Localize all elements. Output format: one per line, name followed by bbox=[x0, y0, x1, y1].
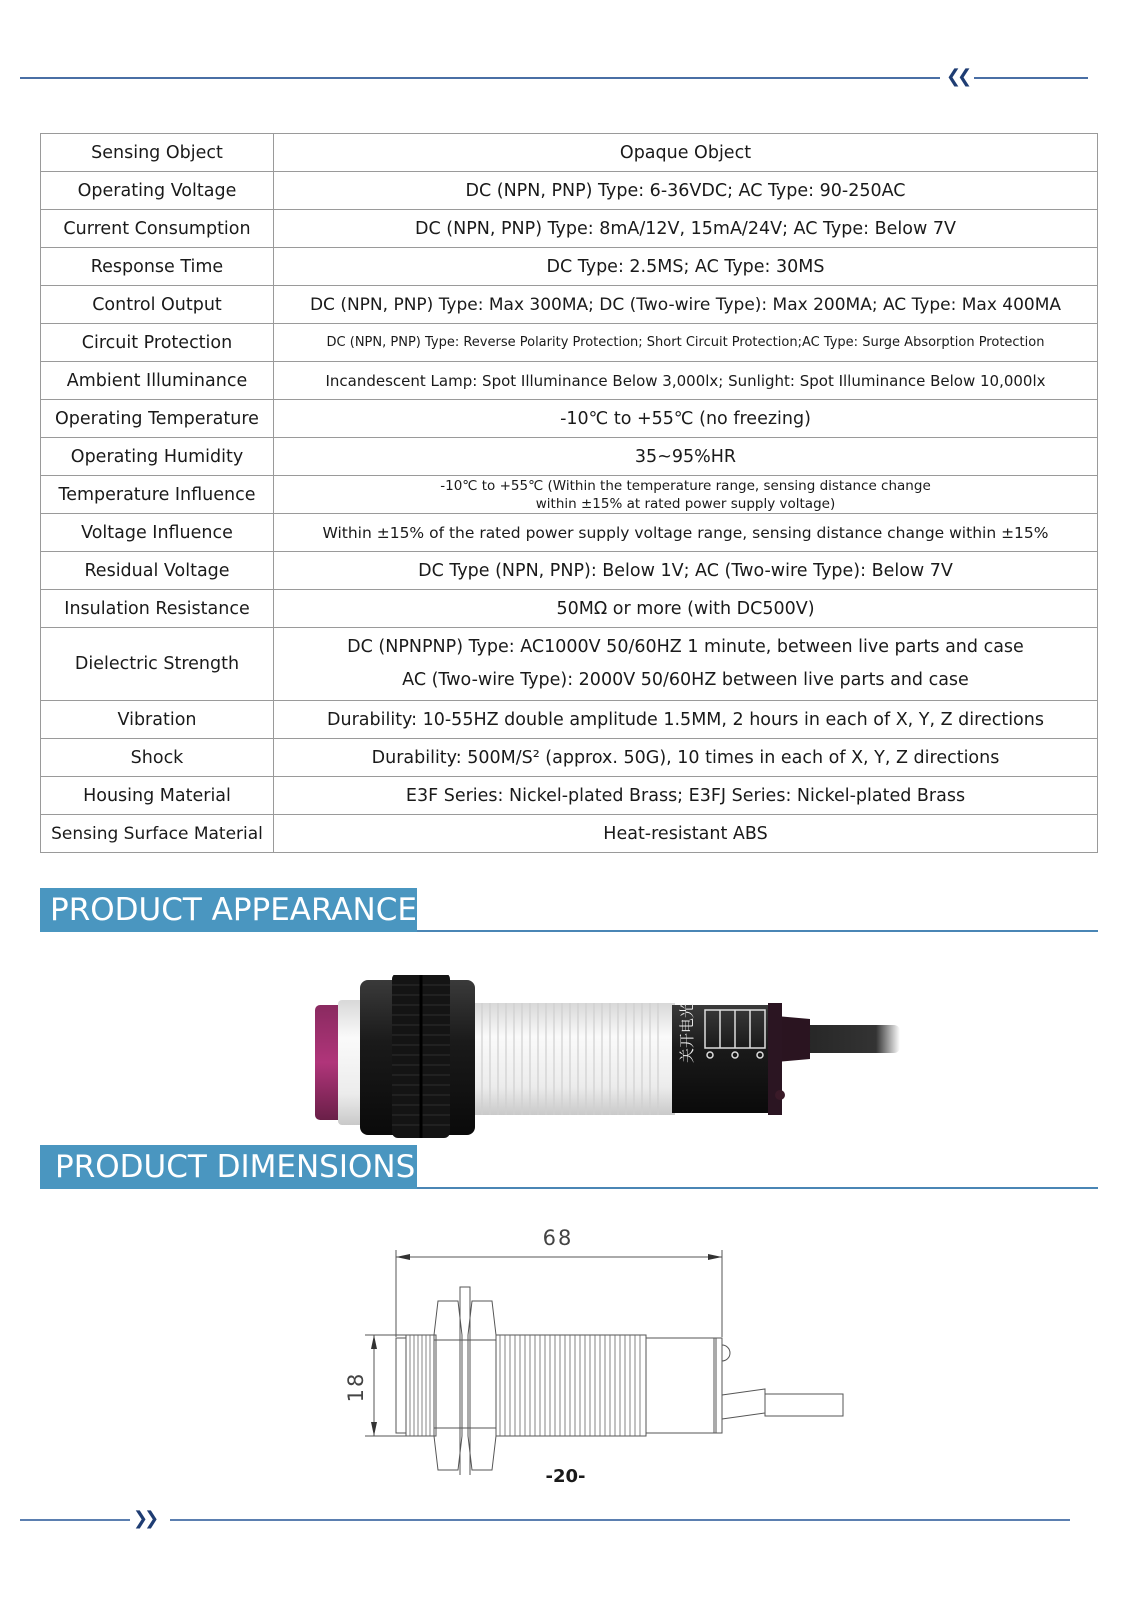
spec-label: Temperature Influence bbox=[41, 476, 274, 514]
section-rule bbox=[417, 930, 1098, 932]
spec-label: Vibration bbox=[41, 701, 274, 739]
table-row bbox=[41, 701, 1098, 739]
threaded-body bbox=[475, 1003, 675, 1115]
spec-value-line: -10℃ to +55℃ (Within the temperature range, sensing distance change bbox=[440, 477, 931, 494]
spec-value bbox=[274, 476, 1098, 514]
double-chevron-right-icon: ❯❯ bbox=[133, 1508, 156, 1529]
cable bbox=[765, 1394, 843, 1416]
hex-nut-right bbox=[468, 1301, 496, 1470]
table-row bbox=[41, 324, 1098, 362]
dimension-drawing bbox=[330, 1195, 910, 1475]
spec-value: Incandescent Lamp: Spot Illuminance Below 3,000lx; Sunlight: Spot Illuminance Below 10,000lx bbox=[274, 362, 1098, 400]
spec-value: E3F Series: Nickel-plated Brass; E3FJ Series: Nickel-plated Brass bbox=[274, 777, 1098, 815]
table-row bbox=[41, 438, 1098, 476]
section-title: PRODUCT DIMENSIONS bbox=[40, 1145, 417, 1189]
product-label-text: 关开电光 bbox=[678, 1002, 696, 1063]
spec-value: Within ±15% of the rated power supply voltage range, sensing distance change within ±15% bbox=[274, 514, 1098, 552]
table-row bbox=[41, 552, 1098, 590]
threaded-section-rear bbox=[496, 1335, 646, 1436]
arrow-right bbox=[708, 1254, 722, 1260]
arrow-down bbox=[371, 1422, 377, 1436]
spec-value: 35~95%HR bbox=[274, 438, 1098, 476]
hex-nut-left bbox=[434, 1301, 462, 1470]
diameter-label: 18 bbox=[344, 1371, 368, 1403]
section-title: PRODUCT APPEARANCE bbox=[40, 888, 417, 932]
spec-label: Dielectric Strength bbox=[41, 628, 274, 701]
spec-value: DC (NPN, PNP) Type: 8mA/12V, 15mA/24V; AC Type: Below 7V bbox=[274, 210, 1098, 248]
spec-value: -10℃ to +55℃ (no freezing) bbox=[274, 400, 1098, 438]
spec-value: DC (NPN, PNP) Type: Max 300MA; DC (Two-wire Type): Max 200MA; AC Type: Max 400MA bbox=[274, 286, 1098, 324]
spec-label: Operating Voltage bbox=[41, 172, 274, 210]
top-rule-right bbox=[974, 77, 1088, 79]
spec-label: Ambient Illuminance bbox=[41, 362, 274, 400]
spec-label: Operating Temperature bbox=[41, 400, 274, 438]
spec-label: Sensing Object bbox=[41, 134, 274, 172]
indicator-led bbox=[775, 1090, 785, 1100]
spec-value: DC Type: 2.5MS; AC Type: 30MS bbox=[274, 248, 1098, 286]
spec-value bbox=[274, 628, 1098, 701]
spec-label: Operating Humidity bbox=[41, 438, 274, 476]
table-row bbox=[41, 362, 1098, 400]
spec-label: Housing Material bbox=[41, 777, 274, 815]
table-row bbox=[41, 134, 1098, 172]
thread-lines bbox=[410, 1335, 640, 1436]
bottom-rule-left bbox=[20, 1519, 130, 1521]
arrowheads bbox=[371, 1254, 722, 1436]
spec-label: Circuit Protection bbox=[41, 324, 274, 362]
spec-value-line: within ±15% at rated power supply voltage) bbox=[535, 495, 836, 512]
table-row bbox=[41, 590, 1098, 628]
spec-value: DC Type (NPN, PNP): Below 1V; AC (Two-wire Type): Below 7V bbox=[274, 552, 1098, 590]
rear-cap bbox=[714, 1338, 722, 1433]
spec-value: Durability: 10-55HZ double amplitude 1.5MM, 2 hours in each of X, Y, Z directions bbox=[274, 701, 1098, 739]
table-row bbox=[41, 777, 1098, 815]
arrow-up bbox=[371, 1335, 377, 1349]
spec-label: Sensing Surface Material bbox=[41, 815, 274, 853]
threaded-section-front bbox=[406, 1335, 436, 1436]
product-photo bbox=[310, 975, 910, 1140]
spec-value: DC (NPN, PNP) Type: 6-36VDC; AC Type: 90-250AC bbox=[274, 172, 1098, 210]
spec-value: Durability: 500M/S² (approx. 50G), 10 times in each of X, Y, Z directions bbox=[274, 739, 1098, 777]
bottom-rule-right bbox=[170, 1519, 1070, 1521]
spec-label: Shock bbox=[41, 739, 274, 777]
spec-value: Opaque Object bbox=[274, 134, 1098, 172]
section-rule bbox=[417, 1187, 1098, 1189]
table-row bbox=[41, 210, 1098, 248]
table-row bbox=[41, 476, 1098, 514]
table-row bbox=[41, 628, 1098, 701]
spec-label: Insulation Resistance bbox=[41, 590, 274, 628]
spec-label: Control Output bbox=[41, 286, 274, 324]
spec-label: Response Time bbox=[41, 248, 274, 286]
spec-value-line: AC (Two-wire Type): 2000V 50/60HZ between live parts and case bbox=[402, 670, 969, 690]
table-row bbox=[41, 172, 1098, 210]
table-row bbox=[41, 514, 1098, 552]
length-label: 68 bbox=[542, 1226, 574, 1250]
spec-table bbox=[40, 133, 1098, 853]
table-row bbox=[41, 400, 1098, 438]
table-row bbox=[41, 815, 1098, 853]
spec-label: Current Consumption bbox=[41, 210, 274, 248]
spec-value: DC (NPN, PNP) Type: Reverse Polarity Protection; Short Circuit Protection;AC Type: Surge Absorption Protection bbox=[274, 324, 1098, 362]
product-dimensions-section bbox=[40, 1145, 1098, 1191]
page-number: -20- bbox=[545, 1466, 586, 1487]
product-appearance-section bbox=[40, 888, 1098, 934]
spec-value: 50MΩ or more (with DC500V) bbox=[274, 590, 1098, 628]
arrow-left bbox=[396, 1254, 410, 1260]
double-chevron-left-icon: ❮❮ bbox=[946, 66, 969, 87]
led-bump bbox=[722, 1345, 730, 1361]
table-row bbox=[41, 739, 1098, 777]
rear-body bbox=[646, 1338, 716, 1433]
spec-value-line: DC (NPNPNP) Type: AC1000V 50/60HZ 1 minute, between live parts and case bbox=[347, 637, 1024, 657]
cable-boot bbox=[722, 1389, 765, 1419]
spec-label: Voltage Influence bbox=[41, 514, 274, 552]
spec-value: Heat-resistant ABS bbox=[274, 815, 1098, 853]
table-row bbox=[41, 286, 1098, 324]
spec-label: Residual Voltage bbox=[41, 552, 274, 590]
top-rule bbox=[20, 77, 940, 79]
table-row bbox=[41, 248, 1098, 286]
sensor-front bbox=[396, 1338, 406, 1433]
